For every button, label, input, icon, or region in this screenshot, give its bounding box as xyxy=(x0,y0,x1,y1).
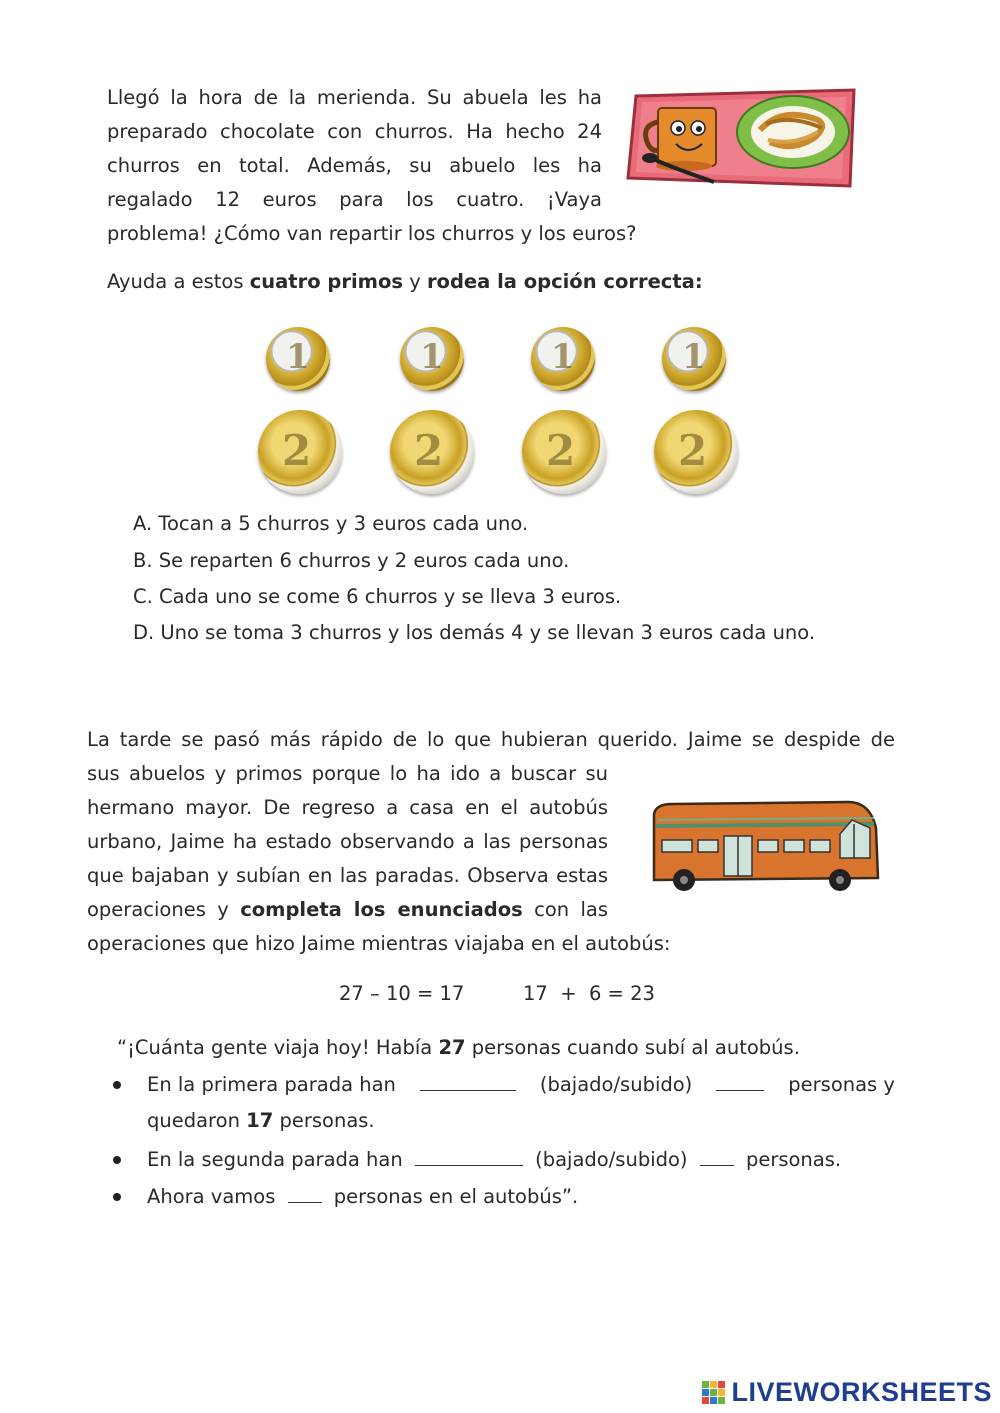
bullet-1-text: En la primera parada han xyxy=(147,1073,396,1096)
coin-value: 1 xyxy=(420,337,444,377)
two-euro-coin xyxy=(258,410,342,494)
bullet-2-line xyxy=(147,1147,841,1171)
bullet-3-text: Ahora vamos xyxy=(147,1185,276,1208)
blank-input-number[interactable] xyxy=(700,1147,734,1166)
operation-addition: 17 + 6 = 23 xyxy=(523,982,655,1005)
bullet-1-suffix: personas y xyxy=(788,1073,895,1096)
bullet-3-suffix: personas en el autobús”. xyxy=(333,1185,579,1208)
bullet-1-continuation xyxy=(147,1109,375,1132)
bullet-2-options: (bajado/subido) xyxy=(535,1148,688,1171)
bullet-2-suffix: personas. xyxy=(745,1148,842,1171)
story-text: con las xyxy=(522,898,609,921)
story-text: operaciones y xyxy=(87,898,241,921)
quote-bold-number: 27 xyxy=(438,1036,466,1059)
coin-value: 1 xyxy=(682,337,706,377)
bullet-3-line xyxy=(147,1184,578,1208)
one-euro-coin xyxy=(266,327,330,391)
story-line: urbano, Jaime ha estado observando a las personas xyxy=(87,830,608,853)
story-line: sus abuelos y primos porque lo ha ido a buscar su xyxy=(87,762,608,785)
answer-option-a[interactable]: A. Tocan a 5 churros y 3 euros cada uno. xyxy=(133,512,529,535)
instruction-bold-primos: cuatro primos xyxy=(249,270,403,293)
bullet-1-text: personas. xyxy=(273,1109,375,1132)
answer-option-c[interactable]: C. Cada uno se come 6 churros y se lleva 3 euros. xyxy=(133,585,622,608)
instruction-text: Ayuda a estos xyxy=(107,270,250,293)
bus-illustration xyxy=(648,798,882,894)
liveworksheets-grid-icon xyxy=(702,1381,725,1404)
bullet-1-line xyxy=(147,1072,895,1096)
intro-line: regalado 12 euros para los cuatro. ¡Vaya xyxy=(107,188,602,211)
intro-line: Llegó la hora de la merienda. Su abuela les ha xyxy=(107,86,602,109)
coin-value: 2 xyxy=(546,426,576,475)
instruction-line xyxy=(107,270,703,293)
bullet-dot xyxy=(113,1193,121,1201)
quote-line xyxy=(117,1036,800,1059)
blank-input-number[interactable] xyxy=(288,1184,322,1203)
story-line: hermano mayor. De regreso a casa en el autobús xyxy=(87,796,608,819)
story-line xyxy=(87,893,608,927)
intro-paragraph xyxy=(107,81,637,251)
churros-tray-illustration xyxy=(622,86,862,196)
answer-option-d[interactable]: D. Uno se toma 3 churros y los demás 4 y se llevan 3 euros cada uno. xyxy=(133,621,816,644)
answer-option-b[interactable]: B. Se reparten 6 churros y 2 euros cada uno. xyxy=(133,549,570,572)
two-euro-coin xyxy=(654,410,738,494)
bullet-dot xyxy=(113,1081,121,1089)
one-euro-coin xyxy=(531,327,595,391)
intro-line: churros en total. Además, su abuelo les ha xyxy=(107,154,602,177)
story-line: La tarde se pasó más rápido de lo que hubieran querido. Jaime se despide de xyxy=(87,728,895,751)
blank-input-number[interactable] xyxy=(716,1072,764,1091)
bullet-2-text: En la segunda parada han xyxy=(147,1148,403,1171)
two-euro-coin xyxy=(522,410,606,494)
quote-text: personas cuando subí al autobús. xyxy=(465,1036,800,1059)
bullet-1-options: (bajado/subido) xyxy=(539,1073,693,1096)
intro-line: problema! ¿Cómo van repartir los churros y los euros? xyxy=(107,222,637,245)
coin-value: 1 xyxy=(551,337,575,377)
liveworksheets-logo xyxy=(702,1376,992,1408)
coin-value: 2 xyxy=(678,426,708,475)
bullet-1-bold-number: 17 xyxy=(246,1109,274,1132)
blank-input-action[interactable] xyxy=(415,1147,523,1166)
instruction-bold-rodea: rodea la opción correcta: xyxy=(426,270,703,293)
intro-line: preparado chocolate con churros. Ha hecho 24 xyxy=(107,120,602,143)
blank-input-action[interactable] xyxy=(420,1072,516,1091)
story-bold: completa los enunciados xyxy=(240,898,523,921)
coin-value: 2 xyxy=(282,426,312,475)
story-line: operaciones que hizo Jaime mientras viajaba en el autobús: xyxy=(87,932,671,955)
one-euro-coin xyxy=(400,327,464,391)
instruction-text: y xyxy=(403,270,427,293)
one-euro-coin xyxy=(662,327,726,391)
coin-value: 1 xyxy=(286,337,310,377)
quote-text: “¡Cuánta gente viaja hoy! Había xyxy=(117,1036,439,1059)
two-euro-coin xyxy=(390,410,474,494)
coin-value: 2 xyxy=(414,426,444,475)
liveworksheets-wordmark: LIVEWORKSHEETS xyxy=(731,1376,992,1407)
operation-subtraction: 27 – 10 = 17 xyxy=(339,982,465,1005)
story-line: que bajaban y subían en las paradas. Observa estas xyxy=(87,864,608,887)
bullet-dot xyxy=(113,1156,121,1164)
bullet-1-text: quedaron xyxy=(147,1109,247,1132)
